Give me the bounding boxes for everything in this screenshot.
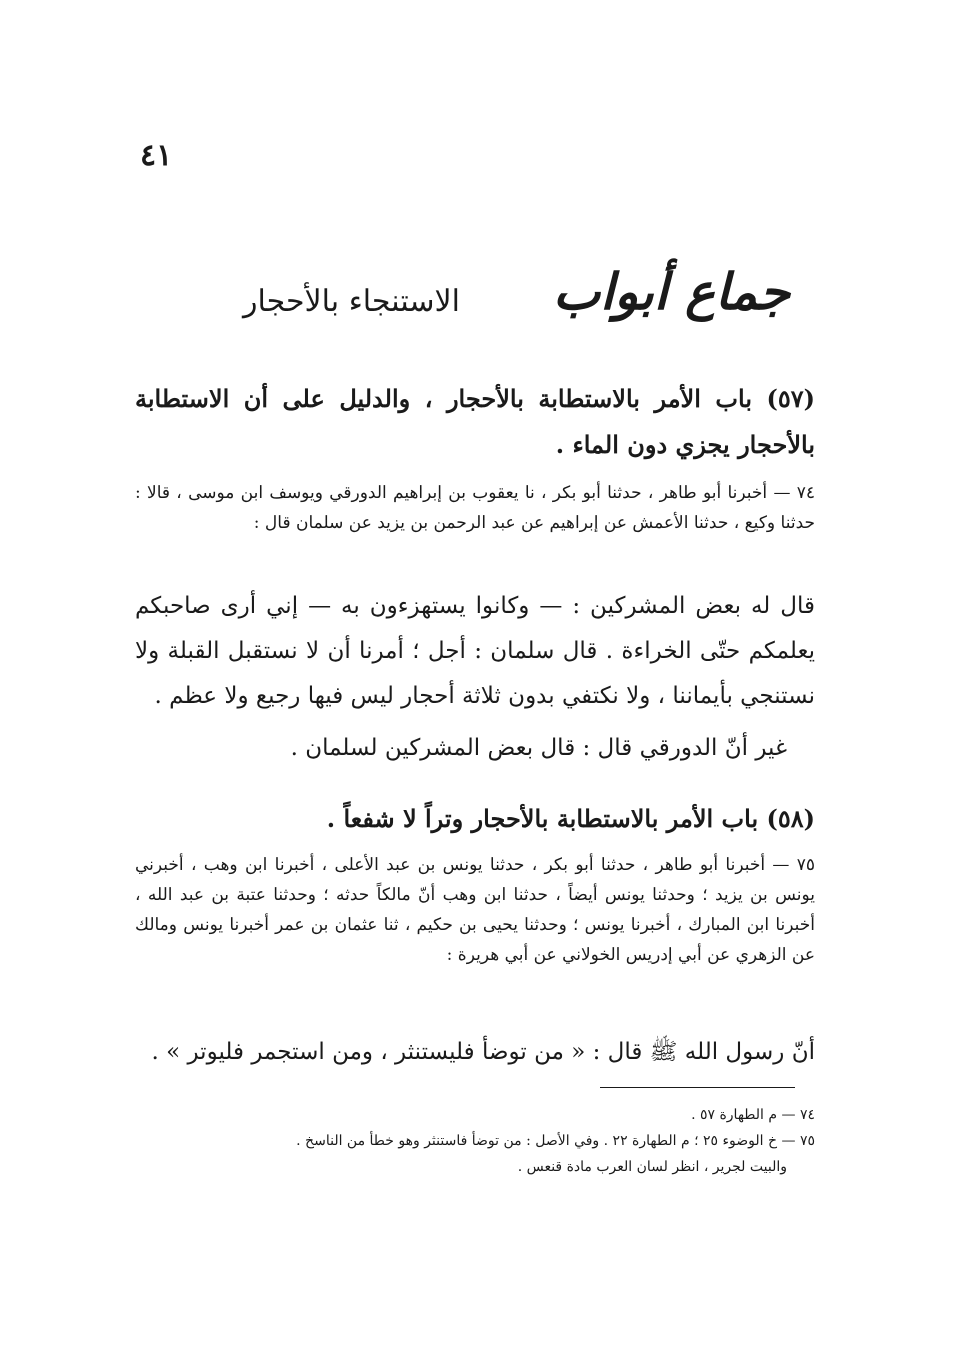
- footnote-75: ٧٥ — خ الوضوء ٢٥ ؛ م الطهارة ٢٢ . وفي الأصل : من توضأ فاستنثر وهو خطأ من الناسخ .: [296, 1133, 815, 1149]
- hadith-75-matn: أنّ رسول الله ﷺ قال : « من توضأ فليستنثر ، ومن استجمر فليوتر » .: [151, 1039, 815, 1065]
- page-number: ٤١: [140, 138, 173, 173]
- heading-calligraphic: جماع أبواب: [553, 262, 790, 321]
- hadith-75-isnad: ٧٥ — أخبرنا أبو طاهر ، حدثنا أبو بكر ، حدثنا يونس بن عبد الأعلى ، أخبرنا ابن وهب ، أخبرني يونس بن يزيد ؛ وحدثنا يونس أيضاً ، حدثنا ابن وهب أنّ مالكاً حدثه ؛ وحدثنا عتبة بن عبد الله ، أخبرنا ابن المبارك ، أخبرنا يونس ؛ وحدثنا يحيى بن حكيم ، ثنا عثمان بن عمر أخبرنا يونس ومالك عن الزهري عن أبي إدريس الخولاني عن أبي هريرة :: [135, 855, 815, 965]
- footnote-divider: [600, 1087, 795, 1088]
- hadith-74-note: غير أنّ الدورقي قال : قال بعض المشركين لسلمان .: [290, 735, 787, 761]
- footnotes: [115, 1102, 815, 1180]
- heading-subtitle: الاستنجاء بالأحجار: [243, 284, 460, 319]
- section-heading: [150, 262, 790, 342]
- hadith-74-matn: قال له بعض المشركين : — وكانوا يستهزءون به — إني أرى صاحبكم يعلمكم حتّى الخراءة . قال سلمان : أجل ؛ أمرنا أن لا نستقبل القبلة ولا نستنجي بأيماننا ، ولا نكتفي بدون ثلاثة أحجار ليس فيها رجيع ولا عظم .: [135, 593, 815, 709]
- chapter-57-title: (٥٧) باب الأمر بالاستطابة بالأحجار ، والدليل على أن الاستطابة بالأحجار يجزي دون الماء .: [135, 384, 815, 459]
- footnote-75-continued: والبيت لجرير ، انظر لسان العرب مادة قنعس .: [517, 1159, 787, 1175]
- chapter-58-title: (٥٨) باب الأمر بالاستطابة بالأحجار وتراً لا شفعاً .: [326, 804, 815, 833]
- footnote-74: ٧٤ — م الطهارة ٥٧ .: [691, 1107, 815, 1123]
- hadith-74-isnad: ٧٤ — أخبرنا أبو طاهر ، حدثنا أبو بكر ، نا يعقوب بن إبراهيم الدورقي ويوسف ابن موسى ، قالا : حدثنا وكيع ، حدثنا الأعمش عن إبراهيم عن عبد الرحمن بن يزيد عن سلمان قال :: [135, 483, 815, 533]
